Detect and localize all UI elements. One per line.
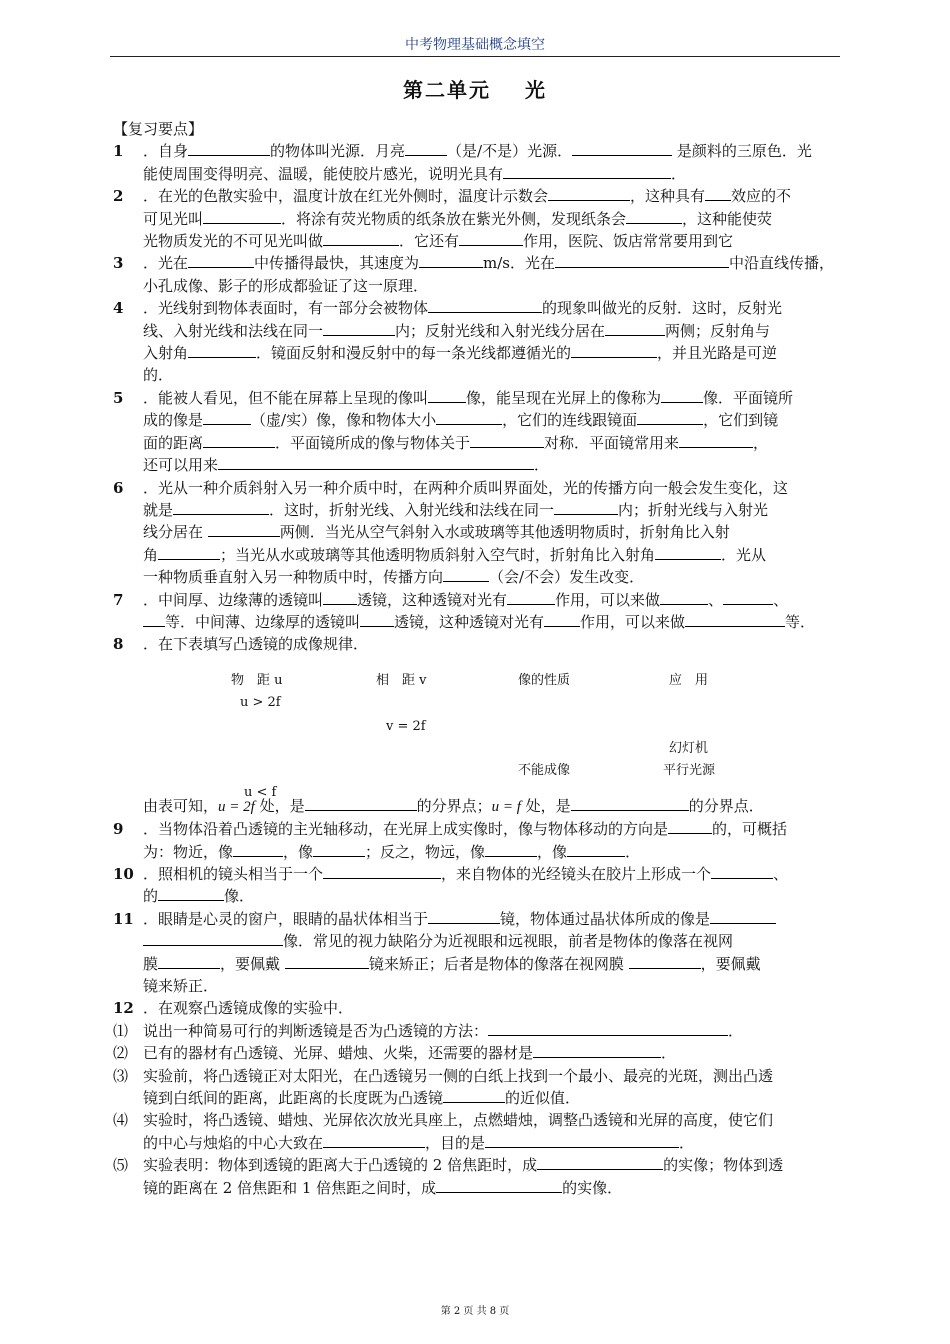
- question-number: 7: [113, 590, 124, 609]
- blank[interactable]: [323, 590, 357, 605]
- table-cell: 不能成像: [518, 762, 571, 778]
- question-number: 4: [113, 299, 124, 318]
- blank[interactable]: [571, 343, 657, 358]
- question-number: 6: [113, 478, 124, 497]
- title-unit: 第二单元: [403, 78, 491, 102]
- table-cell: u > 2f: [240, 694, 281, 710]
- blank[interactable]: [143, 612, 165, 627]
- blank[interactable]: [661, 388, 703, 403]
- blank[interactable]: [173, 500, 269, 515]
- blank[interactable]: [637, 410, 703, 425]
- blank[interactable]: [158, 886, 224, 901]
- question-11: 11 ．眼睛是心灵的窗户，眼睛的晶状体相当于 镜，物体通过晶状体所成的像是 像．常见的视力缺陷分为近视眼和远视眼，前者是物体的像落在视网 膜 ，要佩戴 镜来矫正；后者是物体的像落在视网膜 ，要佩戴 镜来矫正．: [113, 908, 848, 998]
- blank[interactable]: [436, 1178, 562, 1193]
- question-12-part-2: ⑵ 已有的器材有凸透镜、光屏、蜡烛、火柴，还需要的器材是 ．: [113, 1044, 677, 1063]
- question-number: 1: [113, 142, 124, 161]
- blank[interactable]: [208, 522, 280, 537]
- question-12: 12 ．在观察凸透镜成像的实验中．: [113, 997, 848, 1019]
- blank[interactable]: [567, 842, 625, 857]
- blank[interactable]: [571, 796, 689, 811]
- blank[interactable]: [158, 954, 220, 969]
- question-number: 5: [113, 388, 124, 407]
- table-header: 物 距 u: [231, 672, 283, 688]
- question-12-part-1: ⑴ 说出一种简易可行的判断透镜是否为凸透镜的方法： ．: [113, 1021, 744, 1040]
- blank[interactable]: [323, 231, 399, 246]
- blank[interactable]: [188, 343, 256, 358]
- blank[interactable]: [143, 931, 283, 946]
- question-12-part-3: ⑶ 实验前，将凸透镜正对太阳光，在凸透镜另一侧的白纸上找到一个最小、最亮的光斑，测出凸透 镜到白纸间的距离，此距离的长度既为凸透镜 的近似值．: [113, 1066, 774, 1108]
- blank[interactable]: [555, 253, 729, 268]
- question-8: 8 ．在下表填写凸透镜的成像规律．: [113, 633, 848, 655]
- table-header: 应 用: [669, 672, 709, 688]
- section-heading: 【复习要点】: [113, 120, 204, 138]
- blank[interactable]: [537, 1155, 663, 1170]
- blank[interactable]: [313, 842, 365, 857]
- table-cell: 幻灯机: [669, 740, 709, 756]
- question-number: 9: [113, 820, 124, 839]
- question-5: 5 ．能被人看见，但不能在屏幕上呈现的像叫 像，能呈现在光屏上的像称为 像．平面镜所 成的像是 （虚/实）像，像和物体大小 ，它们的连线跟镜面 ，它们到镜 面的距离 ．平面镜所成的像与物体关于 对称．平面镜常用来 ， 还可以用来 ．: [113, 388, 794, 475]
- blank[interactable]: [655, 545, 721, 560]
- blank[interactable]: [323, 864, 441, 879]
- blank[interactable]: [323, 321, 395, 336]
- question-3: 3 ．光在 中传播得最快，其速度为 m/s．光在 中沿直线传播， 小孔成像、影子的形成都验证了这一原理．: [113, 254, 835, 295]
- blank[interactable]: [507, 590, 555, 605]
- blank[interactable]: [188, 253, 254, 268]
- blank[interactable]: [668, 819, 712, 834]
- blank[interactable]: [533, 1043, 661, 1058]
- question-number: 12: [113, 999, 134, 1018]
- title-topic: 光: [525, 78, 547, 102]
- blank[interactable]: [443, 1088, 505, 1103]
- question-12-part-4: ⑷ 实验时，将凸透镜、蜡烛、光屏依次放光具座上，点燃蜡烛，调整凸透镜和光屏的高度，使它们 的中心与烛焰的中心大致在 ，目的是 ．: [113, 1111, 774, 1152]
- blank[interactable]: [629, 954, 701, 969]
- question-10: 10 ．照相机的镜头相当于一个 ，来自物体的光经镜头在胶片上形成一个 、 的 像．: [113, 864, 789, 906]
- blank[interactable]: [233, 842, 283, 857]
- blank[interactable]: [548, 186, 630, 201]
- table-header: 像的性质: [518, 672, 571, 688]
- page-footer: 第 2 页 共 8 页: [440, 1306, 510, 1317]
- question-2: 2 ．在光的色散实验中，温度计放在红光外侧时，温度计示数会 ，这种具有 效应的不 可见光叫 ．将涂有荧光物质的纸条放在紫光外侧，发现纸条会 ，这种能使荧 光物质发光的不可见光叫做 ．它还有 作用，医院、饭店常常要用到它: [113, 187, 792, 251]
- blank[interactable]: [285, 954, 369, 969]
- blank[interactable]: [679, 433, 753, 448]
- blank[interactable]: [485, 842, 537, 857]
- blank[interactable]: [544, 612, 580, 627]
- blank[interactable]: [485, 1133, 679, 1148]
- blank[interactable]: [203, 209, 281, 224]
- blank[interactable]: [711, 864, 773, 879]
- blank[interactable]: [218, 455, 534, 470]
- blank[interactable]: [405, 141, 447, 156]
- blank[interactable]: [360, 612, 394, 627]
- page-header: 中考物理基础概念填空: [405, 37, 545, 53]
- question-number: 8: [113, 635, 124, 654]
- question-1: 1 ．自身 的物体叫光源．月亮 （是/不是）光源． 是颜料的三原色．光 能使周围变得明亮、温暖，能使胶片感光，说明光具有 ．: [113, 142, 812, 183]
- blank[interactable]: [443, 567, 489, 582]
- blank[interactable]: [605, 321, 665, 336]
- blank[interactable]: [305, 796, 417, 811]
- blank[interactable]: [470, 433, 544, 448]
- question-8-conclusion: 由表可知，u = 2f 处，是 的分界点；u = f 处，是 的分界点．: [143, 796, 764, 815]
- blank[interactable]: [710, 909, 776, 924]
- question-number: 11: [113, 909, 134, 928]
- blank[interactable]: [459, 231, 523, 246]
- blank[interactable]: [203, 410, 251, 425]
- question-9: 9 ．当物体沿着凸透镜的主光轴移动，在光屏上成实像时，像与物体移动的方向是 的，可概括 为：物近，像 ，像 ；反之，物远，像 ，像 ．: [113, 820, 788, 861]
- question-number: 2: [113, 187, 124, 206]
- blank[interactable]: [436, 410, 502, 425]
- table-header: 相 距 v: [376, 672, 427, 688]
- blank[interactable]: [488, 1021, 728, 1036]
- blank[interactable]: [188, 141, 270, 156]
- blank[interactable]: [572, 141, 672, 156]
- table-cell: u < f: [244, 784, 277, 800]
- blank[interactable]: [428, 909, 500, 924]
- blank[interactable]: [323, 1133, 425, 1148]
- blank[interactable]: [419, 253, 483, 268]
- page-title: [0, 74, 950, 103]
- blank[interactable]: [503, 164, 671, 179]
- question-number: 3: [113, 254, 124, 273]
- blank[interactable]: [685, 612, 785, 627]
- header-divider: [110, 56, 840, 57]
- question-6: 6 ．光从一种介质斜射入另一种介质中时，在两种介质叫界面处，光的传播方向一般会发生变化，这 就是 ．这时，折射光线、入射光线和法线在同一 内；折射光线与入射光 线分居在 两侧．当光从空气斜射入水或玻璃等其他透明物质时，折射角比入射 角 ；当光从水或玻璃等其他透明物质斜射入空气时，折射角比入射角 ．光从 一种物质垂直射入另一种物质中时，传播方向 （会/不会）发生改变．: [113, 478, 789, 587]
- blank[interactable]: [203, 433, 275, 448]
- table-cell: 平行光源: [663, 762, 716, 778]
- blank[interactable]: [428, 388, 466, 403]
- lens-imaging-table: [143, 656, 848, 800]
- blank[interactable]: [428, 298, 542, 313]
- blank[interactable]: [705, 186, 731, 201]
- blank[interactable]: [626, 209, 682, 224]
- question-7: 7 ．中间厚、边缘薄的透镜叫 透镜，这种透镜对光有 作用，可以来做 、 、 等．中间薄、边缘厚的透镜叫 透镜，这种透镜对光有 作用，可以来做 等．: [113, 590, 816, 631]
- question-12-part-5: ⑸ 实验表明：物体到透镜的距离大于凸透镜的 2 倍焦距时，成 的实像；物体到透 镜的距离在 2 倍焦距和 1 倍焦距之间时，成 的实像．: [113, 1156, 784, 1197]
- question-4: 4 ．光线射到物体表面时，有一部分会被物体 的现象叫做光的反射．这时，反射光 线、入射光线和法线在同一 内；反射光线和入射光线分居在 两侧；反射角与 入射角 ．镜面反射和漫反射中的每一条光线都遵循光的 ，并且光路是可逆 的．: [113, 299, 783, 385]
- blank[interactable]: [723, 590, 773, 605]
- blank[interactable]: [158, 545, 220, 560]
- question-number: 10: [113, 864, 134, 883]
- worksheet-content: [113, 118, 848, 1199]
- blank[interactable]: [554, 500, 618, 515]
- table-cell: v = 2f: [386, 718, 426, 734]
- blank[interactable]: [660, 590, 708, 605]
